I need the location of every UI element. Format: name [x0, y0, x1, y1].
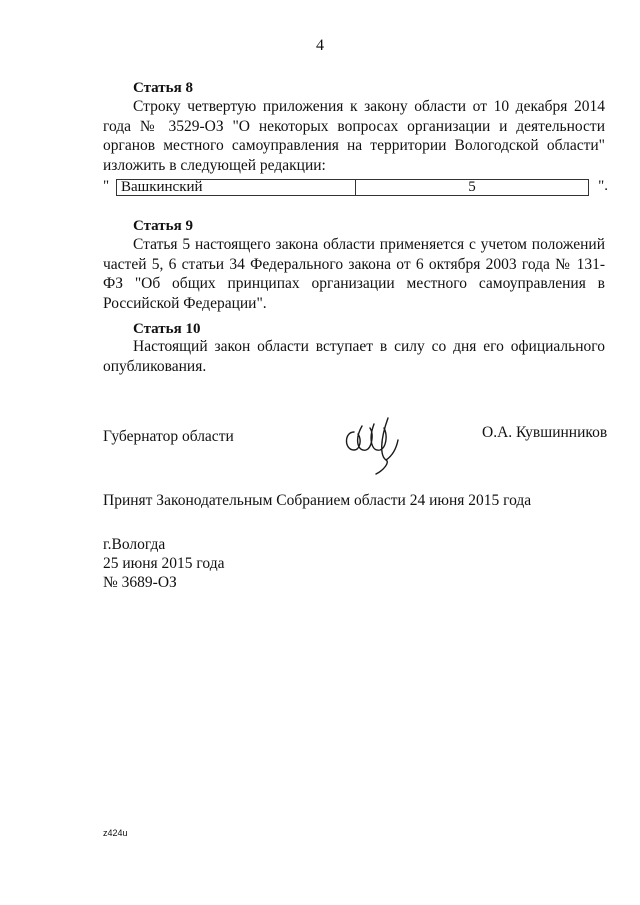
table-cell-district: Вашкинский [116, 179, 356, 196]
table-cell-value: 5 [355, 179, 589, 196]
article-9-heading: Статья 9 [133, 218, 193, 234]
article-8-heading: Статья 8 [133, 80, 193, 96]
adoption-note: Принят Законодательным Собранием области 24 июня 2015 года [103, 492, 532, 509]
table-row [103, 178, 608, 198]
table-close-quote: ". [598, 178, 608, 194]
article-8-text: Строку четвертую приложения к закону области от 10 декабря 2014 года № 3529-ОЗ "О некоторых вопросах организации и деятельности органов местного самоуправления на территории Вологодской области" изложить в следующей редакции: [103, 98, 605, 174]
law-number: № 3689-ОЗ [103, 574, 177, 591]
table-open-quote: " [103, 178, 110, 194]
article-10-text: Настоящий закон области вступает в силу со дня его официального опубликования. [103, 338, 605, 375]
signatory-title: Губернатор области [103, 428, 234, 445]
footer-code: z424u [103, 828, 128, 838]
page-number: 4 [316, 37, 324, 54]
handwritten-signature [340, 410, 402, 482]
article-10-heading: Статья 10 [133, 321, 201, 337]
place-date-block [103, 535, 224, 592]
law-date: 25 июня 2015 года [103, 555, 225, 572]
signatory-name: О.А. Кувшинников [482, 424, 608, 441]
article-9-text: Статья 5 настоящего закона области применяется с учетом положений частей 5, 6 статьи 34 Федерального закона от 6 октября 2003 года № 131-ФЗ "Об общих принципах организации местного самоуправления в Российской Федерации". [103, 236, 605, 312]
city: г.Вологда [103, 536, 166, 553]
